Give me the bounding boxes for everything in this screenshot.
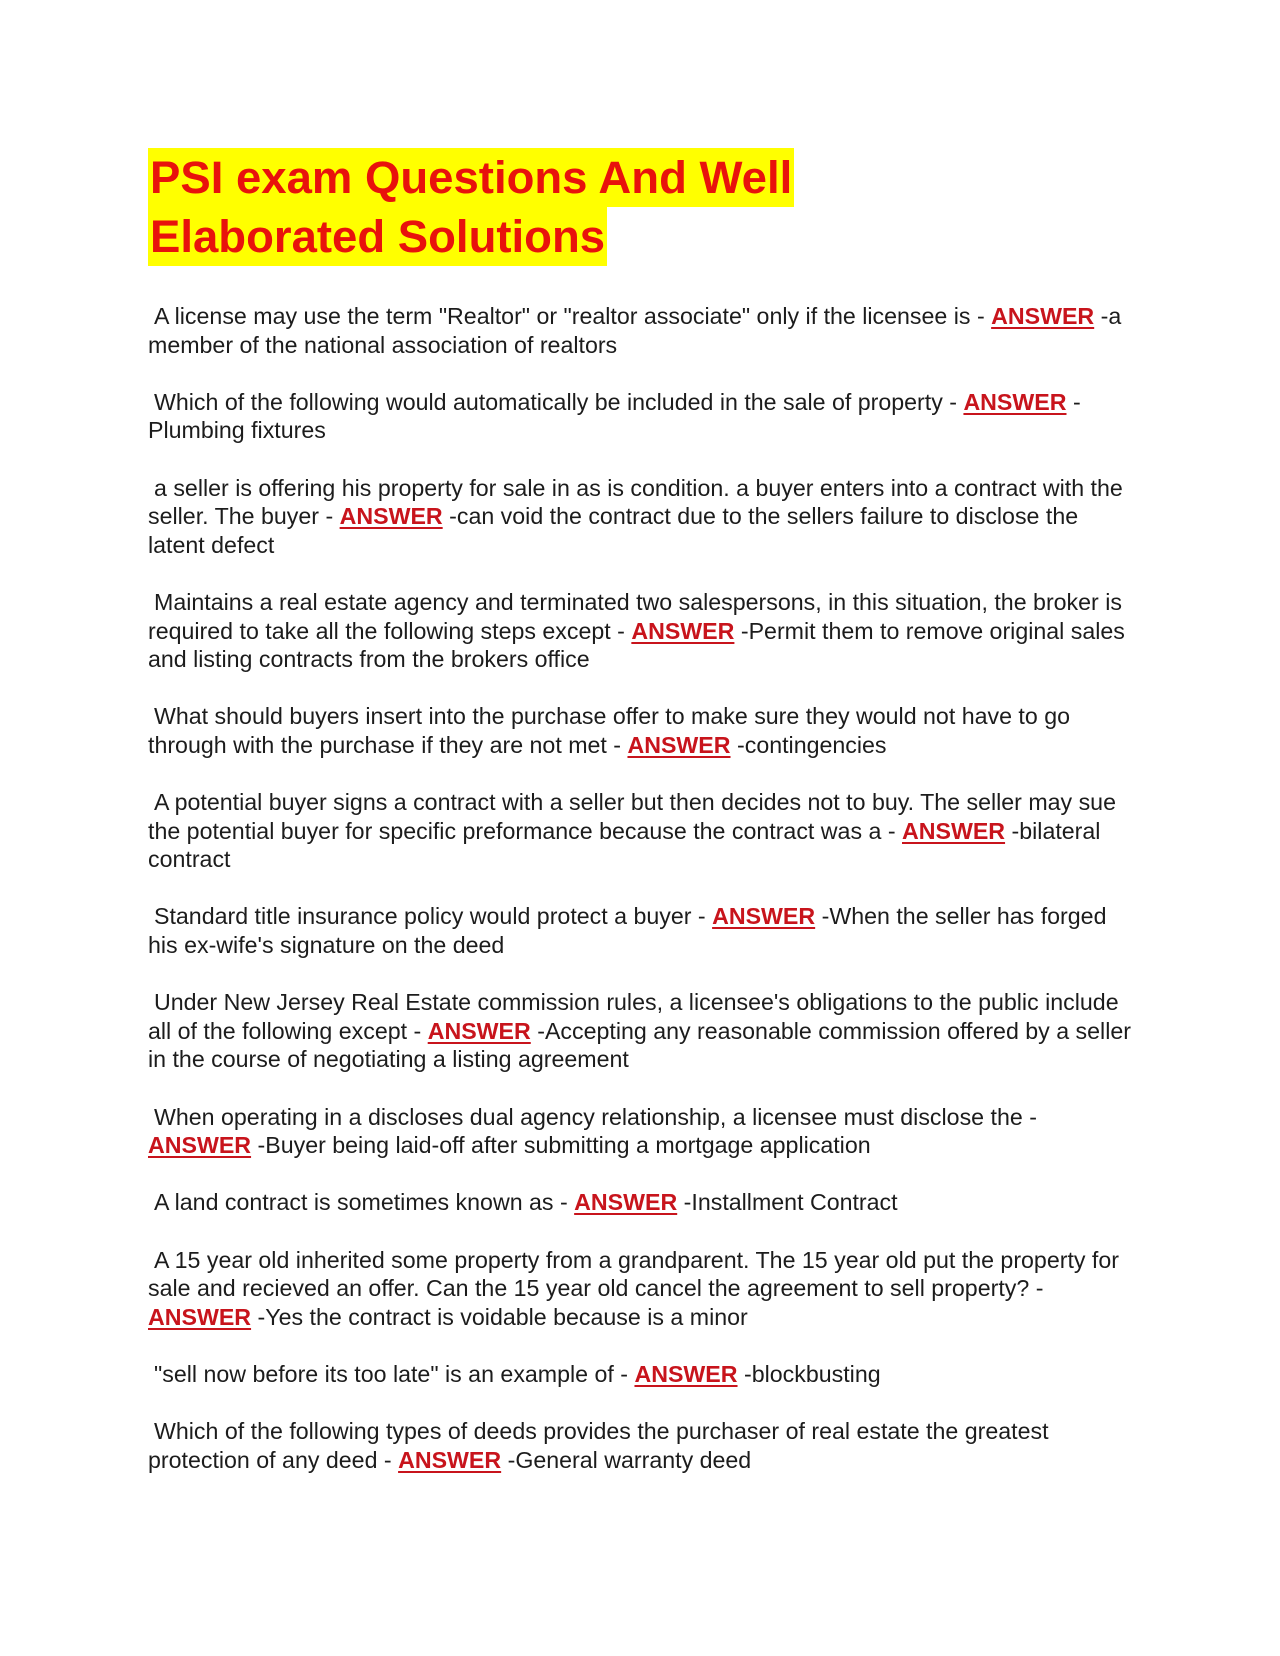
title-line-2: Elaborated Solutions	[148, 207, 607, 266]
answer-label: ANSWER	[963, 388, 1067, 415]
question-text: a seller is offering his property for sale in as is condition. a buyer enters into a contract with the seller. The buyer	[148, 474, 1123, 530]
separator: -	[1072, 388, 1081, 415]
question-text: Which of the following types of deeds provides the purchaser of real estate the greatest protection of any deed	[148, 1418, 1049, 1473]
qa-item	[148, 988, 1133, 1074]
separator: -	[821, 903, 830, 930]
answer-label: ANSWER	[427, 1017, 531, 1044]
qa-item	[148, 588, 1133, 674]
answer-text: Buyer being laid-off after submitting a mortgage application	[265, 1132, 871, 1159]
separator: -	[553, 1189, 575, 1216]
answer-text: When the seller has forged his ex-wife's signature on the deed	[148, 903, 1107, 959]
answer-text: Installment Contract	[691, 1189, 898, 1216]
separator: -	[942, 388, 964, 415]
separator: -	[683, 1189, 692, 1216]
separator: -	[507, 1446, 516, 1473]
separator: -	[319, 503, 340, 530]
separator: -	[1100, 303, 1109, 329]
separator: -	[1029, 1275, 1044, 1302]
separator: -	[257, 1132, 266, 1159]
separator: -	[610, 617, 632, 644]
separator: -	[881, 817, 902, 844]
answer-label: ANSWER	[398, 1446, 502, 1473]
qa-item	[148, 1417, 1133, 1474]
qa-item	[148, 902, 1133, 959]
answer-text: Permit them to remove original sales and listing contracts from the brokers office	[148, 617, 1125, 673]
answer-text: Accepting any reasonable commission offered by a seller in the course of negotiating a listing agreement	[148, 1017, 1131, 1073]
separator: -	[449, 503, 457, 530]
separator: -	[1022, 1103, 1037, 1130]
answer-label: ANSWER	[574, 1189, 678, 1216]
answer-text: General warranty deed	[515, 1446, 752, 1473]
qa-list	[148, 302, 1133, 1474]
separator: -	[691, 903, 713, 930]
answer-label: ANSWER	[627, 731, 731, 758]
separator: -	[257, 1303, 266, 1330]
answer-label: ANSWER	[634, 1360, 738, 1387]
qa-item	[148, 788, 1133, 874]
separator: -	[606, 731, 628, 758]
separator: -	[736, 731, 745, 758]
answer-label: ANSWER	[902, 817, 1006, 844]
answer-text: Yes the contract is voidable because is a minor	[265, 1303, 748, 1330]
question-text: Standard title insurance policy would protect a buyer	[154, 903, 692, 930]
separator: -	[537, 1017, 545, 1044]
question-text: "sell now before its too late" is an example of	[154, 1360, 614, 1387]
separator: -	[377, 1446, 399, 1473]
qa-item	[148, 1360, 1133, 1389]
answer-text: contingencies	[744, 731, 887, 758]
qa-item	[148, 302, 1133, 359]
answer-text: blockbusting	[751, 1360, 881, 1387]
question-text: A potential buyer signs a contract with a seller but then decides not to buy. The seller may sue the potential buyer for specific preformance because the contract was a	[148, 789, 1116, 844]
title-line-1: PSI exam Questions And Well	[148, 148, 794, 207]
separator: -	[1011, 817, 1020, 844]
qa-item	[148, 388, 1133, 445]
question-text: A land contract is sometimes known as	[154, 1189, 554, 1216]
question-text: A license may use the term "Realtor" or "realtor associate" only if the licensee is	[154, 303, 971, 329]
answer-text: bilateral contract	[148, 817, 1101, 873]
answer-label: ANSWER	[339, 503, 443, 530]
separator: -	[743, 1360, 752, 1387]
question-text: A 15 year old inherited some property from a grandparent. The 15 year old put the property for sale and recieved an offer. Can the 15 year old cancel the agreement to sell property?	[148, 1246, 1119, 1302]
answer-text: a member of the national association of realtors	[148, 303, 1122, 358]
qa-item	[148, 1188, 1133, 1217]
question-text: Under New Jersey Real Estate commission rules, a licensee's obligations to the public include all of the following except	[148, 989, 1119, 1044]
document-page	[148, 148, 1133, 1503]
qa-item	[148, 1246, 1133, 1332]
qa-item	[148, 1103, 1133, 1160]
separator: -	[613, 1360, 635, 1387]
answer-label: ANSWER	[631, 617, 735, 644]
answer-text: Plumbing fixtures	[148, 417, 326, 444]
separator: -	[407, 1017, 428, 1044]
question-text: Maintains a real estate agency and terminated two salespersons, in this situation, the broker is required to take all the following steps except	[148, 588, 1122, 644]
question-text: What should buyers insert into the purchase offer to make sure they would not have to go through with the purchase if they are not met	[148, 703, 1071, 758]
answer-label: ANSWER	[991, 303, 1095, 329]
question-text: When operating in a discloses dual agency relationship, a licensee must disclose the	[154, 1103, 1023, 1130]
answer-label: ANSWER	[148, 1303, 252, 1330]
answer-label: ANSWER	[148, 1132, 252, 1159]
separator: -	[970, 303, 992, 329]
question-text: Which of the following would automatically be included in the sale of property	[154, 388, 943, 415]
qa-item	[148, 474, 1133, 560]
answer-label: ANSWER	[712, 903, 816, 930]
qa-item	[148, 702, 1133, 759]
separator: -	[740, 617, 749, 644]
document-title	[148, 148, 1133, 266]
answer-text: can void the contract due to the sellers failure to disclose the latent defect	[148, 503, 1079, 558]
